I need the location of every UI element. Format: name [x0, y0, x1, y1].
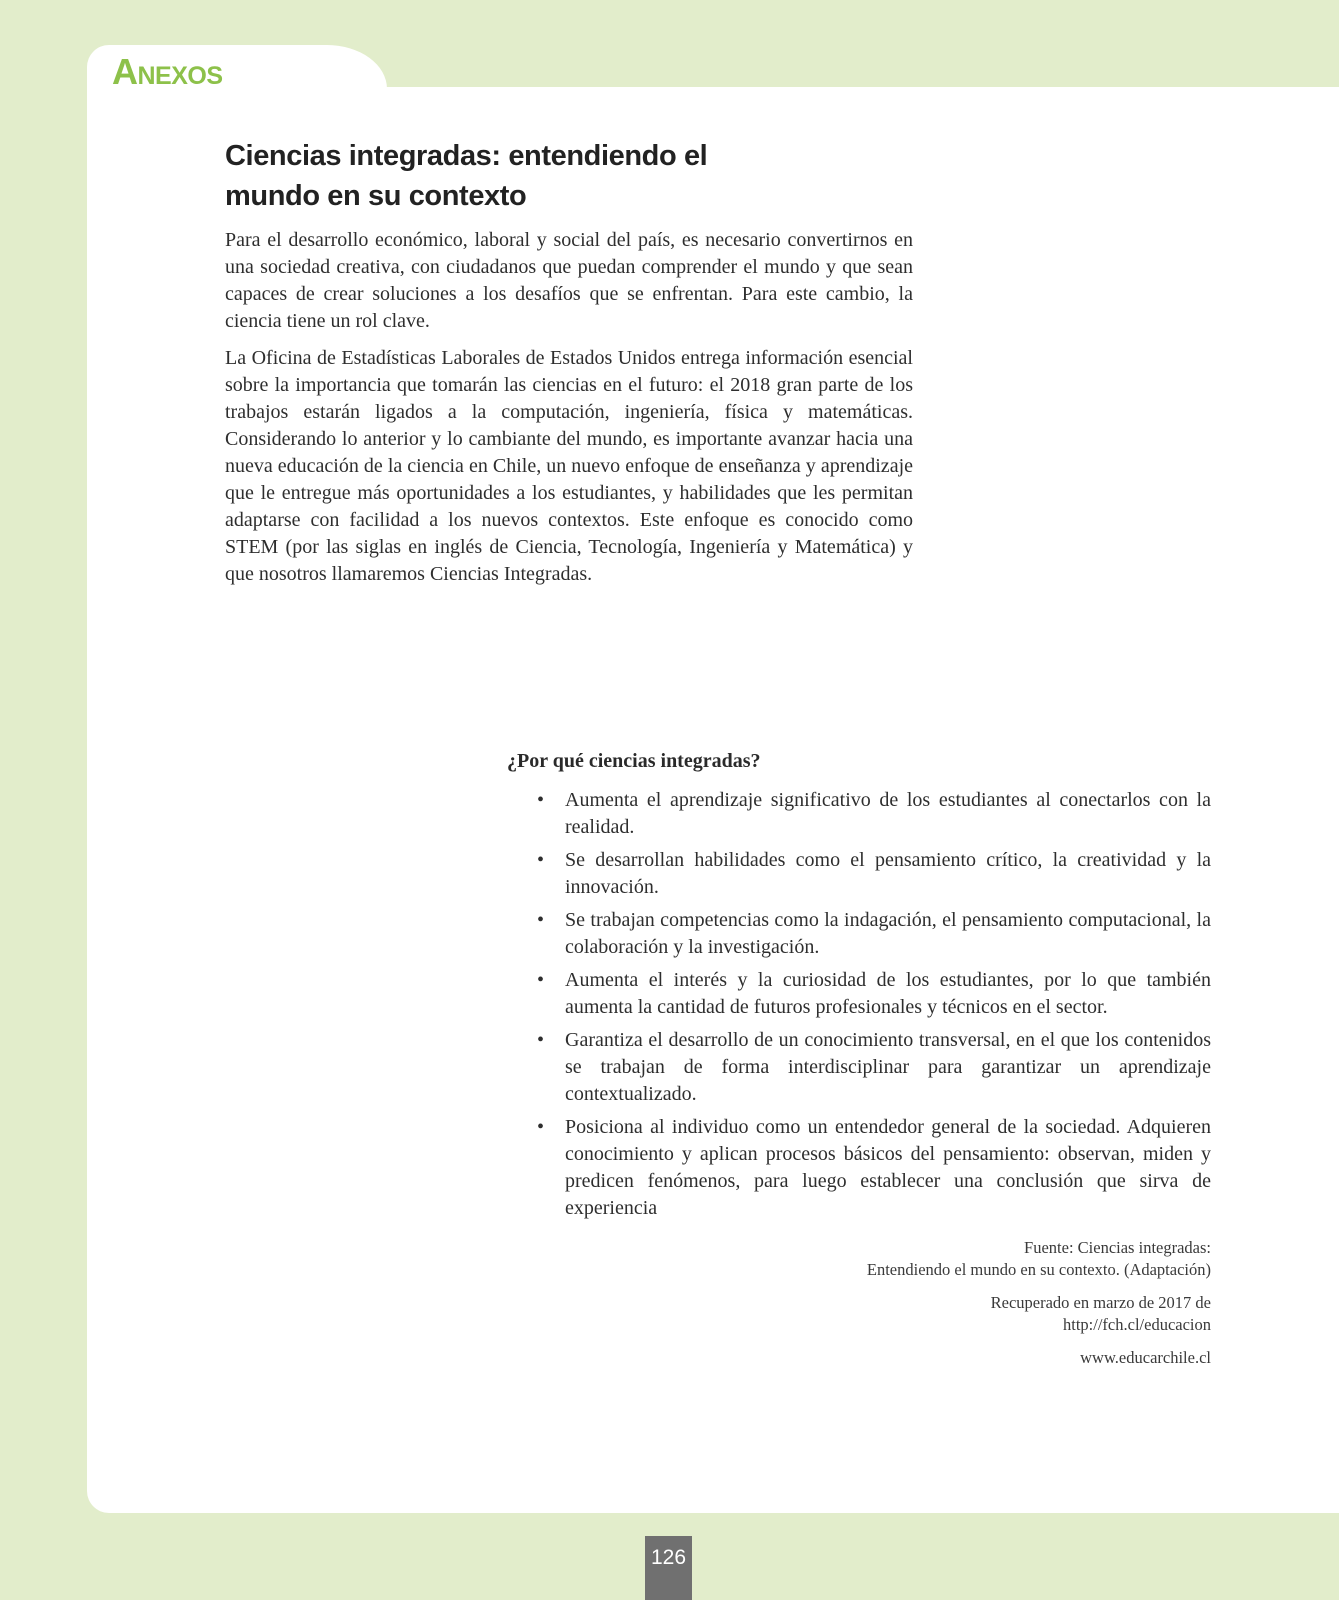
article-title — [225, 136, 785, 216]
article-title-line-1: Ciencias integradas: entendiendo el — [225, 140, 708, 172]
list-item-text: Aumenta el aprendizaje significativo de los estudiantes al conectarlos con la realidad. — [565, 789, 1211, 838]
list-item — [507, 1114, 1211, 1222]
retrieved-url: http://fch.cl/educacion — [1063, 1315, 1211, 1334]
website-url: www.educarchile.cl — [1080, 1348, 1211, 1367]
retrieved-line: Recuperado en marzo de 2017 de — [990, 1293, 1211, 1312]
intro-paragraph: Para el desarrollo económico, laboral y social del país, es necesario convertirnos en una sociedad creativa, con ciudadanos que puedan comprender el mundo y que sean capaces de crear soluciones a los desafíos que se enfrentan. Para este cambio, la ciencia tiene un rol clave. — [225, 229, 913, 332]
article-title-line-2: mundo en su contexto — [225, 180, 527, 212]
list-item — [507, 847, 1211, 901]
intro-paragraph: La Oficina de Estadísticas Laborales de Estados Unidos entrega información esencial sobre la importancia que tomarán las ciencias en el futuro: el 2018 gran parte de los trabajos estarán ligados a la computación, ingeniería, física y matemáticas. Considerando lo anterior y lo cambiante del mundo, es importante avanzar hacia una nueva educación de la ciencia en Chile, un nuevo enfoque de enseñanza y aprendizaje que le entregue más oportunidades a los estudiantes, y habilidades que les permitan adaptarse con facilidad a los nuevos contextos. Este enfoque es conocido como STEM (por las siglas en inglés de Ciencia, Tecnología, Ingeniería y Matemática) y que nosotros llamaremos Ciencias Integradas. — [225, 347, 913, 585]
list-item — [507, 967, 1211, 1021]
bullet-icon: • — [537, 849, 545, 871]
list-item — [507, 1027, 1211, 1108]
source-line: Entendiendo el mundo en su contexto. (Adaptación) — [866, 1260, 1211, 1279]
source-citation — [751, 1237, 1211, 1380]
section-label: Anexos — [112, 51, 223, 92]
list-item-text: Se desarrollan habilidades como el pensamiento crítico, la creatividad y la innovación. — [565, 849, 1211, 898]
list-item-text: Garantiza el desarrollo de un conocimiento transversal, en el que los contenidos se trabajan de forma interdisciplinar para garantizar un aprendizaje contextualizado. — [565, 1029, 1211, 1105]
bullet-icon: • — [537, 969, 545, 991]
why-section — [507, 748, 1211, 1228]
why-bullet-list — [507, 787, 1211, 1222]
bullet-icon: • — [537, 1029, 545, 1051]
list-item-text: Se trabajan competencias como la indagación, el pensamiento computacional, la colaboración y la investigación. — [565, 909, 1211, 958]
list-item — [507, 907, 1211, 961]
article-intro — [225, 227, 913, 598]
list-item — [507, 787, 1211, 841]
website-block — [751, 1347, 1211, 1369]
bullet-icon: • — [537, 909, 545, 931]
source-block — [751, 1237, 1211, 1281]
why-heading: ¿Por qué ciencias integradas? — [507, 750, 761, 772]
list-item-text: Posiciona al individuo como un entendedor general de la sociedad. Adquieren conocimiento y aplican procesos básicos del pensamiento: observan, miden y predicen fenómenos, para luego establecer una conclusión que sirva de experiencia — [565, 1116, 1211, 1219]
source-line: Fuente: Ciencias integradas: — [1024, 1238, 1211, 1257]
list-item-text: Aumenta el interés y la curiosidad de los estudiantes, por lo que también aumenta la cantidad de futuros profesionales y técnicos en el sector. — [565, 969, 1211, 1018]
page-number: 126 — [645, 1536, 692, 1600]
bullet-icon: • — [537, 1116, 545, 1138]
bullet-icon: • — [537, 789, 545, 811]
retrieved-block — [751, 1292, 1211, 1336]
